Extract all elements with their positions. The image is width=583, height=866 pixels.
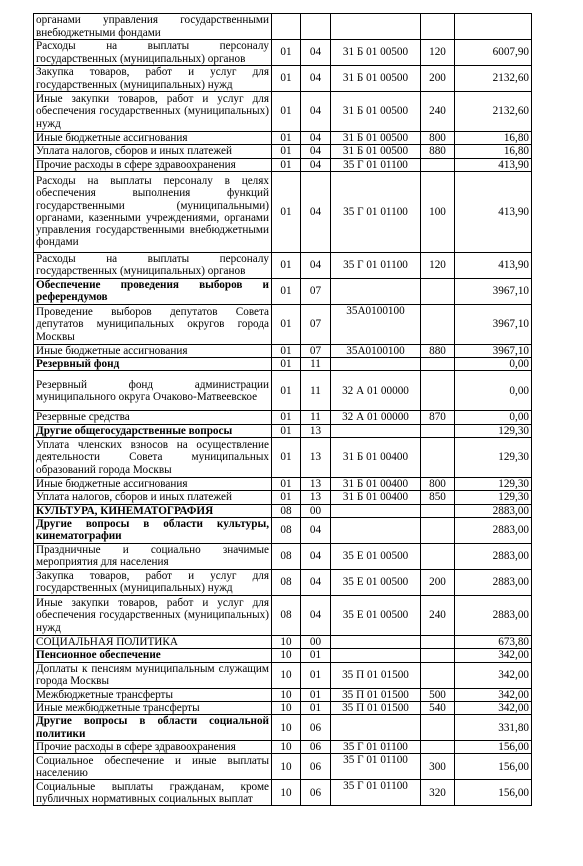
row-subsection: 04	[301, 40, 331, 66]
row-name: Уплата налогов, сборов и иных платежей	[34, 145, 272, 158]
row-section: 10	[272, 780, 301, 806]
row-amount: 413,90	[455, 252, 532, 278]
row-target-code: 31 Б 01 00500	[331, 132, 421, 145]
row-expense-type	[421, 543, 455, 569]
row-section: 08	[272, 504, 301, 517]
row-section: 08	[272, 569, 301, 595]
row-target-code: 31 Б 01 00400	[331, 478, 421, 491]
row-target-code: 35 Г 01 01100	[331, 741, 421, 754]
row-subsection: 07	[301, 278, 331, 304]
table-row	[34, 158, 532, 171]
row-expense-type: 880	[421, 344, 455, 357]
table-row	[34, 569, 532, 595]
row-target-code: 35 Г 01 01100	[331, 158, 421, 171]
row-target-code: 35 Г 01 01100	[331, 780, 421, 806]
row-target-code	[331, 649, 421, 662]
table-row	[34, 304, 532, 344]
row-amount: 413,90	[455, 158, 532, 171]
row-name: Прочие расходы в сфере здравоохранения	[34, 158, 272, 171]
row-amount: 413,90	[455, 171, 532, 252]
row-section: 10	[272, 754, 301, 780]
table-row	[34, 715, 532, 741]
row-subsection: 04	[301, 569, 331, 595]
table-row	[34, 371, 532, 411]
row-section: 08	[272, 517, 301, 543]
row-expense-type	[421, 14, 455, 40]
row-section: 10	[272, 741, 301, 754]
row-target-code	[331, 278, 421, 304]
table-row	[34, 649, 532, 662]
row-expense-type: 240	[421, 595, 455, 635]
row-subsection: 11	[301, 371, 331, 411]
row-target-code: 35 П 01 01500	[331, 688, 421, 701]
row-target-code	[331, 14, 421, 40]
table-row	[34, 780, 532, 806]
table-row	[34, 358, 532, 371]
table-row	[34, 132, 532, 145]
table-row	[34, 635, 532, 648]
row-expense-type: 300	[421, 754, 455, 780]
row-amount: 342,00	[455, 649, 532, 662]
row-subsection: 06	[301, 754, 331, 780]
row-name: Межбюджетные трансферты	[34, 688, 272, 701]
row-expense-type: 100	[421, 171, 455, 252]
row-name: Социальные выплаты гражданам, кроме публичных нормативных социальных выплат	[34, 780, 272, 806]
row-target-code	[331, 635, 421, 648]
row-section: 10	[272, 688, 301, 701]
row-subsection: 01	[301, 662, 331, 688]
row-section: 01	[272, 40, 301, 66]
row-amount: 156,00	[455, 741, 532, 754]
table-row	[34, 171, 532, 252]
row-amount: 3967,10	[455, 304, 532, 344]
row-target-code: 32 А 01 00000	[331, 371, 421, 411]
row-expense-type: 540	[421, 701, 455, 714]
row-amount: 342,00	[455, 688, 532, 701]
row-name: Другие вопросы в области культуры, кинематографии	[34, 517, 272, 543]
row-section: 01	[272, 424, 301, 437]
table-row	[34, 701, 532, 714]
row-target-code	[331, 358, 421, 371]
row-name: Иные межбюджетные трансферты	[34, 701, 272, 714]
row-expense-type: 240	[421, 92, 455, 132]
row-name: Резервные средства	[34, 411, 272, 424]
row-expense-type	[421, 517, 455, 543]
row-amount: 2132,60	[455, 92, 532, 132]
row-expense-type	[421, 662, 455, 688]
table-row	[34, 145, 532, 158]
row-section: 10	[272, 715, 301, 741]
row-name: Закупка товаров, работ и услуг для государственных (муниципальных) нужд	[34, 66, 272, 92]
row-name: Доплаты к пенсиям муниципальным служащим города Москвы	[34, 662, 272, 688]
row-expense-type: 320	[421, 780, 455, 806]
row-target-code: 31 Б 01 00500	[331, 145, 421, 158]
row-amount: 16,80	[455, 132, 532, 145]
row-target-code: 35 П 01 01500	[331, 662, 421, 688]
row-section	[272, 14, 301, 40]
row-amount: 0,00	[455, 411, 532, 424]
row-amount: 2132,60	[455, 66, 532, 92]
row-subsection: 01	[301, 688, 331, 701]
row-name: Уплата налогов, сборов и иных платежей	[34, 491, 272, 504]
row-amount: 2883,00	[455, 504, 532, 517]
budget-table-body	[34, 14, 532, 806]
row-expense-type	[421, 158, 455, 171]
table-row	[34, 40, 532, 66]
row-amount: 673,80	[455, 635, 532, 648]
row-amount: 129,30	[455, 478, 532, 491]
row-name: СОЦИАЛЬНАЯ ПОЛИТИКА	[34, 635, 272, 648]
row-expense-type: 880	[421, 145, 455, 158]
table-row	[34, 424, 532, 437]
row-expense-type	[421, 278, 455, 304]
row-amount: 2883,00	[455, 543, 532, 569]
row-section: 01	[272, 411, 301, 424]
row-expense-type: 500	[421, 688, 455, 701]
row-section: 01	[272, 278, 301, 304]
row-expense-type	[421, 649, 455, 662]
table-row	[34, 741, 532, 754]
table-row	[34, 252, 532, 278]
row-name: Расходы на выплаты персоналу в целях обеспечения выполнения функций государственными (муниципальными) органами, казенными учреждениями, органами управления государственными внебюджетными фондами	[34, 171, 272, 252]
row-subsection: 04	[301, 92, 331, 132]
row-name: Праздничные и социально значимые мероприятия для населения	[34, 543, 272, 569]
row-section: 01	[272, 145, 301, 158]
row-expense-type: 200	[421, 569, 455, 595]
row-section: 01	[272, 252, 301, 278]
row-subsection: 13	[301, 438, 331, 478]
row-target-code: 32 А 01 00000	[331, 411, 421, 424]
row-amount: 342,00	[455, 701, 532, 714]
row-subsection: 04	[301, 543, 331, 569]
row-subsection: 11	[301, 411, 331, 424]
row-expense-type: 120	[421, 40, 455, 66]
row-target-code: 31 Б 01 00500	[331, 92, 421, 132]
table-row	[34, 66, 532, 92]
row-section: 10	[272, 701, 301, 714]
row-subsection: 04	[301, 66, 331, 92]
table-row	[34, 14, 532, 40]
row-name: Расходы на выплаты персоналу государственных (муниципальных) органов	[34, 40, 272, 66]
row-section: 01	[272, 358, 301, 371]
row-expense-type: 800	[421, 478, 455, 491]
row-subsection	[301, 14, 331, 40]
row-target-code: 35 Е 01 00500	[331, 543, 421, 569]
row-amount: 129,30	[455, 424, 532, 437]
row-amount: 2883,00	[455, 595, 532, 635]
table-row	[34, 344, 532, 357]
row-expense-type	[421, 371, 455, 411]
row-subsection: 13	[301, 491, 331, 504]
table-row	[34, 517, 532, 543]
row-subsection: 13	[301, 478, 331, 491]
row-subsection: 13	[301, 424, 331, 437]
row-amount: 2883,00	[455, 569, 532, 595]
table-row	[34, 478, 532, 491]
row-name: КУЛЬТУРА, КИНЕМАТОГРАФИЯ	[34, 504, 272, 517]
row-amount: 129,30	[455, 438, 532, 478]
row-amount: 16,80	[455, 145, 532, 158]
row-amount: 156,00	[455, 780, 532, 806]
row-expense-type	[421, 504, 455, 517]
row-name: Социальное обеспечение и иные выплаты населению	[34, 754, 272, 780]
row-expense-type: 850	[421, 491, 455, 504]
row-subsection: 07	[301, 344, 331, 357]
table-row	[34, 688, 532, 701]
row-amount: 0,00	[455, 371, 532, 411]
row-expense-type	[421, 304, 455, 344]
row-subsection: 04	[301, 145, 331, 158]
row-subsection: 04	[301, 171, 331, 252]
row-target-code: 31 Б 01 00500	[331, 40, 421, 66]
table-row	[34, 491, 532, 504]
table-row	[34, 504, 532, 517]
row-section: 01	[272, 478, 301, 491]
row-name: Иные закупки товаров, работ и услуг для обеспечения государственных (муниципальных) нужд	[34, 595, 272, 635]
row-target-code	[331, 715, 421, 741]
row-target-code: 35А0100100	[331, 304, 421, 344]
row-subsection: 04	[301, 252, 331, 278]
row-section: 01	[272, 66, 301, 92]
row-name: Уплата членских взносов на осуществление деятельности Совета муниципальных образований города Москвы	[34, 438, 272, 478]
row-subsection: 00	[301, 635, 331, 648]
table-row	[34, 92, 532, 132]
row-subsection: 01	[301, 701, 331, 714]
row-amount: 129,30	[455, 491, 532, 504]
row-section: 01	[272, 491, 301, 504]
row-name: органами управления государственными внебюджетными фондами	[34, 14, 272, 40]
row-expense-type: 800	[421, 132, 455, 145]
row-section: 10	[272, 662, 301, 688]
row-name: Другие общегосударственные вопросы	[34, 424, 272, 437]
row-section: 01	[272, 344, 301, 357]
row-target-code: 35 Г 01 01100	[331, 171, 421, 252]
row-target-code	[331, 424, 421, 437]
table-row	[34, 595, 532, 635]
row-target-code: 31 Б 01 00500	[331, 66, 421, 92]
row-name: Иные бюджетные ассигнования	[34, 344, 272, 357]
row-target-code	[331, 517, 421, 543]
row-amount: 3967,10	[455, 344, 532, 357]
row-name: Иные бюджетные ассигнования	[34, 478, 272, 491]
table-row	[34, 754, 532, 780]
row-subsection: 11	[301, 358, 331, 371]
row-subsection: 01	[301, 649, 331, 662]
row-expense-type	[421, 715, 455, 741]
row-name: Проведение выборов депутатов Совета депутатов муниципальных округов города Москвы	[34, 304, 272, 344]
row-subsection: 04	[301, 517, 331, 543]
row-expense-type: 120	[421, 252, 455, 278]
row-amount: 2883,00	[455, 517, 532, 543]
row-section: 10	[272, 635, 301, 648]
row-target-code: 35 П 01 01500	[331, 701, 421, 714]
row-name: Расходы на выплаты персоналу государственных (муниципальных) органов	[34, 252, 272, 278]
row-target-code: 35 Е 01 00500	[331, 569, 421, 595]
row-name: Другие вопросы в области социальной политики	[34, 715, 272, 741]
row-amount	[455, 14, 532, 40]
row-expense-type	[421, 438, 455, 478]
row-amount: 0,00	[455, 358, 532, 371]
row-name: Иные бюджетные ассигнования	[34, 132, 272, 145]
row-subsection: 07	[301, 304, 331, 344]
row-subsection: 00	[301, 504, 331, 517]
row-expense-type	[421, 358, 455, 371]
row-amount: 156,00	[455, 754, 532, 780]
row-amount: 3967,10	[455, 278, 532, 304]
row-section: 01	[272, 92, 301, 132]
row-expense-type	[421, 635, 455, 648]
row-name: Пенсионное обеспечение	[34, 649, 272, 662]
row-amount: 6007,90	[455, 40, 532, 66]
row-name: Прочие расходы в сфере здравоохранения	[34, 741, 272, 754]
row-section: 10	[272, 649, 301, 662]
row-name: Резервный фонд	[34, 358, 272, 371]
row-name: Закупка товаров, работ и услуг для государственных (муниципальных) нужд	[34, 569, 272, 595]
row-target-code	[331, 504, 421, 517]
row-name: Иные закупки товаров, работ и услуг для обеспечения государственных (муниципальных) нужд	[34, 92, 272, 132]
table-row	[34, 662, 532, 688]
budget-table	[33, 13, 532, 806]
row-subsection: 06	[301, 715, 331, 741]
row-section: 01	[272, 158, 301, 171]
row-amount: 331,80	[455, 715, 532, 741]
row-expense-type	[421, 424, 455, 437]
row-section: 01	[272, 371, 301, 411]
table-row	[34, 278, 532, 304]
row-amount: 342,00	[455, 662, 532, 688]
row-expense-type	[421, 741, 455, 754]
row-expense-type: 200	[421, 66, 455, 92]
row-target-code: 31 Б 01 00400	[331, 491, 421, 504]
table-row	[34, 411, 532, 424]
row-target-code: 31 Б 01 00400	[331, 438, 421, 478]
row-section: 01	[272, 304, 301, 344]
table-row	[34, 543, 532, 569]
row-subsection: 06	[301, 741, 331, 754]
row-section: 08	[272, 543, 301, 569]
row-section: 08	[272, 595, 301, 635]
row-target-code: 35 Г 01 01100	[331, 252, 421, 278]
row-section: 01	[272, 171, 301, 252]
row-subsection: 06	[301, 780, 331, 806]
row-name: Обеспечение проведения выборов и референдумов	[34, 278, 272, 304]
row-target-code: 35А0100100	[331, 344, 421, 357]
row-subsection: 04	[301, 158, 331, 171]
row-target-code: 35 Е 01 00500	[331, 595, 421, 635]
row-target-code: 35 Г 01 01100	[331, 754, 421, 780]
row-expense-type: 870	[421, 411, 455, 424]
row-name: Резервный фонд администрации муниципального округа Очаково-Матвеевское	[34, 371, 272, 411]
row-section: 01	[272, 438, 301, 478]
row-subsection: 04	[301, 132, 331, 145]
table-row	[34, 438, 532, 478]
row-subsection: 04	[301, 595, 331, 635]
row-section: 01	[272, 132, 301, 145]
